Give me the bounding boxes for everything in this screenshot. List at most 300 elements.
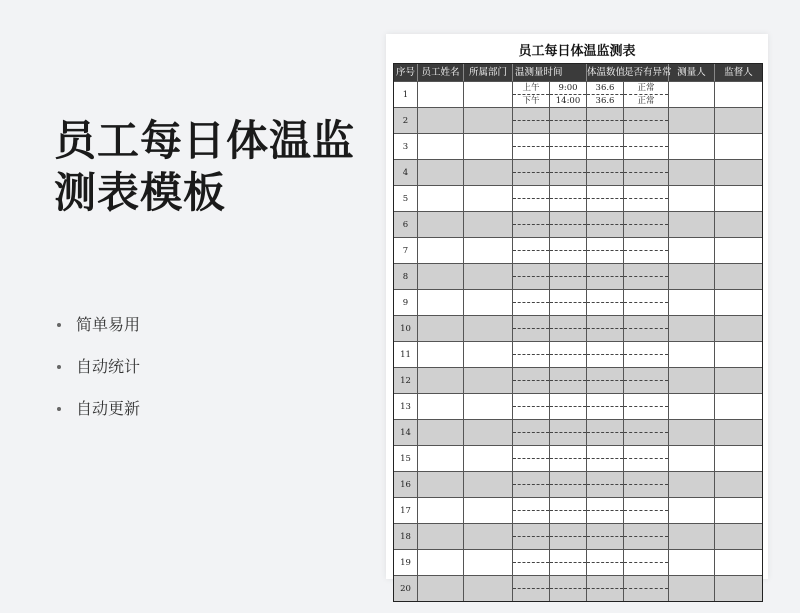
header-supervisor: 监督人 xyxy=(724,67,753,78)
time-period-cell-line xyxy=(513,433,549,445)
employee-name-cell[interactable] xyxy=(418,160,464,185)
header-measurer: 测量人 xyxy=(669,64,715,81)
temperature-cell[interactable] xyxy=(587,524,624,549)
time-period-cell-line xyxy=(513,420,549,433)
row-number: 13 xyxy=(394,394,418,419)
abnormal-cell[interactable] xyxy=(624,472,669,497)
time-cell-line xyxy=(550,394,586,407)
time-period-cell[interactable] xyxy=(513,446,550,471)
abnormal-cell-line xyxy=(624,303,668,315)
department-cell[interactable] xyxy=(464,212,513,237)
time-cell[interactable] xyxy=(550,186,587,211)
time-cell[interactable] xyxy=(550,264,587,289)
abnormal-cell[interactable] xyxy=(624,134,669,159)
abnormal-cell[interactable] xyxy=(624,264,669,289)
department-cell[interactable] xyxy=(464,186,513,211)
time-period-cell-line: 上午 xyxy=(513,82,549,95)
department-cell[interactable] xyxy=(464,368,513,393)
abnormal-cell-line xyxy=(624,342,668,355)
temperature-cell-line xyxy=(587,329,623,341)
time-period-cell-line xyxy=(513,563,549,575)
time-cell-line xyxy=(550,212,586,225)
time-cell[interactable] xyxy=(550,420,587,445)
time-period-cell-line xyxy=(513,329,549,341)
row-number: 1 xyxy=(394,82,418,107)
abnormal-cell-line xyxy=(624,368,668,381)
time-period-cell-line xyxy=(513,368,549,381)
time-cell-line xyxy=(550,576,586,589)
row-number: 6 xyxy=(394,212,418,237)
abnormal-cell-line xyxy=(624,290,668,303)
table-row xyxy=(394,367,762,393)
row-number: 7 xyxy=(394,238,418,263)
time-cell-line xyxy=(550,485,586,497)
table-row xyxy=(394,419,762,445)
time-cell[interactable] xyxy=(550,342,587,367)
temperature-cell-line xyxy=(587,589,623,601)
employee-name-cell[interactable] xyxy=(418,524,464,549)
time-cell-line xyxy=(550,316,586,329)
temperature-cell-line xyxy=(587,121,623,133)
abnormal-cell[interactable] xyxy=(624,368,669,393)
table-row xyxy=(394,341,762,367)
employee-name-cell[interactable] xyxy=(418,472,464,497)
measurer-cell[interactable] xyxy=(669,576,715,601)
abnormal-cell[interactable] xyxy=(624,316,669,341)
time-cell-line: 9:00 xyxy=(550,82,586,95)
time-cell[interactable] xyxy=(550,472,587,497)
supervisor-cell[interactable] xyxy=(715,186,762,211)
time-cell-line xyxy=(550,303,586,315)
time-period-cell-line xyxy=(513,264,549,277)
abnormal-cell-line xyxy=(624,524,668,537)
temperature-cell-line xyxy=(587,433,623,445)
supervisor-cell[interactable] xyxy=(715,576,762,601)
time-cell-line xyxy=(550,173,586,185)
time-period-cell[interactable] xyxy=(513,576,550,601)
header-temp: 体温数值 xyxy=(587,67,626,78)
abnormal-cell-line: 正常 xyxy=(637,95,655,106)
abnormal-cell-line xyxy=(624,550,668,563)
time-cell-line xyxy=(550,550,586,563)
time-period-cell[interactable] xyxy=(513,134,550,159)
time-cell-line xyxy=(550,511,586,523)
employee-name-cell[interactable] xyxy=(418,82,464,107)
time-cell[interactable] xyxy=(550,446,587,471)
abnormal-cell[interactable] xyxy=(624,290,669,315)
time-cell-line xyxy=(550,407,586,419)
header-seq: 序号 xyxy=(394,64,418,81)
time-cell-line xyxy=(550,524,586,537)
department-cell[interactable] xyxy=(464,498,513,523)
temperature-cell[interactable] xyxy=(587,264,624,289)
time-cell[interactable] xyxy=(550,550,587,575)
supervisor-cell[interactable] xyxy=(715,134,762,159)
row-number: 3 xyxy=(394,134,418,159)
abnormal-cell[interactable] xyxy=(624,238,669,263)
row-number: 10 xyxy=(394,316,418,341)
temperature-cell[interactable] xyxy=(587,498,624,523)
abnormal-cell-line xyxy=(624,446,668,459)
temperature-cell[interactable] xyxy=(587,576,624,601)
time-cell-line xyxy=(550,472,586,485)
row-number: 15 xyxy=(394,446,418,471)
time-cell-line xyxy=(550,342,586,355)
employee-name-cell[interactable] xyxy=(418,212,464,237)
measurer-cell[interactable] xyxy=(669,264,715,289)
time-period-cell[interactable] xyxy=(513,82,550,107)
department-cell[interactable] xyxy=(464,342,513,367)
department-cell[interactable] xyxy=(464,446,513,471)
table-row xyxy=(394,237,762,263)
time-period-cell-line xyxy=(513,524,549,537)
supervisor-cell[interactable] xyxy=(715,290,762,315)
time-period-cell-line xyxy=(513,160,549,173)
time-cell[interactable] xyxy=(550,108,587,133)
employee-name-cell[interactable] xyxy=(418,342,464,367)
abnormal-cell[interactable] xyxy=(624,342,669,367)
employee-name-cell[interactable] xyxy=(418,316,464,341)
time-period-cell-line xyxy=(513,277,549,289)
time-cell-line xyxy=(550,147,586,159)
supervisor-cell[interactable] xyxy=(715,238,762,263)
table-row xyxy=(394,393,762,419)
temperature-cell-line xyxy=(587,485,623,497)
employee-name-cell[interactable] xyxy=(418,550,464,575)
table-row xyxy=(394,263,762,289)
temperature-cell[interactable] xyxy=(587,394,624,419)
temperature-cell-line xyxy=(587,550,623,563)
time-period-cell[interactable] xyxy=(513,472,550,497)
supervisor-cell[interactable] xyxy=(715,316,762,341)
time-cell[interactable] xyxy=(550,160,587,185)
department-cell[interactable] xyxy=(464,472,513,497)
time-period-cell-line xyxy=(513,407,549,419)
time-period-cell[interactable] xyxy=(513,524,550,549)
department-cell[interactable] xyxy=(464,160,513,185)
bullet-icon xyxy=(57,323,61,327)
time-period-cell-line xyxy=(513,511,549,523)
table-row xyxy=(394,185,762,211)
time-cell[interactable] xyxy=(550,498,587,523)
temperature-cell[interactable] xyxy=(587,420,624,445)
time-period-cell-line xyxy=(513,576,549,589)
temperature-cell[interactable] xyxy=(587,212,624,237)
temperature-cell[interactable] xyxy=(587,238,624,263)
time-period-cell-line xyxy=(513,251,549,263)
temperature-cell[interactable] xyxy=(587,446,624,471)
row-number: 19 xyxy=(394,550,418,575)
abnormal-cell[interactable] xyxy=(624,186,669,211)
abnormal-cell-line xyxy=(624,121,668,133)
measurer-cell[interactable] xyxy=(669,160,715,185)
department-cell[interactable] xyxy=(464,420,513,445)
table-row xyxy=(394,81,762,107)
time-cell-line xyxy=(550,225,586,237)
table-row xyxy=(394,159,762,185)
employee-name-cell[interactable] xyxy=(418,290,464,315)
time-period-cell[interactable] xyxy=(513,108,550,133)
employee-name-cell[interactable] xyxy=(418,186,464,211)
row-number: 5 xyxy=(394,186,418,211)
abnormal-cell-line xyxy=(624,576,668,589)
time-cell[interactable] xyxy=(550,394,587,419)
abnormal-cell-line xyxy=(624,316,668,329)
measurer-cell[interactable] xyxy=(669,472,715,497)
abnormal-cell-line xyxy=(624,147,668,159)
time-cell-line xyxy=(550,368,586,381)
employee-name-cell[interactable] xyxy=(418,446,464,471)
department-cell[interactable] xyxy=(464,82,513,107)
employee-name-cell[interactable] xyxy=(418,264,464,289)
department-cell[interactable] xyxy=(464,394,513,419)
supervisor-cell[interactable] xyxy=(715,82,762,107)
time-period-cell-line xyxy=(513,537,549,549)
time-period-cell-line xyxy=(513,212,549,225)
temperature-cell-line xyxy=(587,420,623,433)
temperature-cell-line xyxy=(587,303,623,315)
temperature-cell-line xyxy=(587,290,623,303)
time-cell-line xyxy=(550,589,586,601)
department-cell[interactable] xyxy=(464,550,513,575)
temperature-cell[interactable] xyxy=(587,550,624,575)
temperature-cell[interactable] xyxy=(587,342,624,367)
temperature-cell[interactable] xyxy=(587,160,624,185)
measurer-cell[interactable] xyxy=(669,290,715,315)
supervisor-cell[interactable] xyxy=(715,472,762,497)
employee-name-cell[interactable] xyxy=(418,420,464,445)
row-number: 20 xyxy=(394,576,418,601)
time-cell-line xyxy=(550,121,586,133)
employee-name-cell[interactable] xyxy=(418,394,464,419)
measurer-cell[interactable] xyxy=(669,342,715,367)
time-cell-line xyxy=(550,251,586,263)
supervisor-cell[interactable] xyxy=(715,420,762,445)
time-period-cell[interactable] xyxy=(513,160,550,185)
abnormal-cell-line: 正常 xyxy=(624,82,668,95)
abnormal-cell[interactable] xyxy=(624,420,669,445)
abnormal-cell-line xyxy=(624,186,668,199)
time-cell[interactable] xyxy=(550,82,587,107)
time-cell[interactable] xyxy=(550,238,587,263)
time-period-cell[interactable] xyxy=(513,550,550,575)
abnormal-cell[interactable] xyxy=(624,394,669,419)
department-cell[interactable] xyxy=(464,576,513,601)
time-period-cell[interactable] xyxy=(513,394,550,419)
abnormal-cell[interactable] xyxy=(624,498,669,523)
measurer-cell[interactable] xyxy=(669,82,715,107)
temperature-cell-line xyxy=(587,511,623,523)
department-cell[interactable] xyxy=(464,134,513,159)
time-cell[interactable] xyxy=(550,316,587,341)
temperature-cell-line xyxy=(587,160,623,173)
supervisor-cell[interactable] xyxy=(715,342,762,367)
abnormal-cell[interactable] xyxy=(624,212,669,237)
abnormal-cell[interactable] xyxy=(624,160,669,185)
employee-name-cell[interactable] xyxy=(418,498,464,523)
supervisor-cell[interactable] xyxy=(715,446,762,471)
sheet-title: 员工每日体温监测表 xyxy=(518,44,636,59)
employee-name-cell[interactable] xyxy=(418,238,464,263)
temperature-cell[interactable] xyxy=(587,82,624,107)
department-cell[interactable] xyxy=(464,524,513,549)
supervisor-cell[interactable] xyxy=(715,160,762,185)
temperature-cell[interactable] xyxy=(587,108,624,133)
measurer-cell[interactable] xyxy=(669,316,715,341)
time-period-cell[interactable] xyxy=(513,342,550,367)
temperature-cell-line xyxy=(587,355,623,367)
employee-name-cell[interactable] xyxy=(418,134,464,159)
row-number: 16 xyxy=(394,472,418,497)
time-period-cell[interactable] xyxy=(513,368,550,393)
measurer-cell[interactable] xyxy=(669,238,715,263)
time-period-cell-line xyxy=(513,303,549,315)
measurer-cell[interactable] xyxy=(669,420,715,445)
time-cell-line xyxy=(550,498,586,511)
temperature-cell[interactable] xyxy=(587,316,624,341)
row-number: 14 xyxy=(394,420,418,445)
temperature-cell-line xyxy=(587,446,623,459)
supervisor-cell[interactable] xyxy=(715,498,762,523)
supervisor-cell[interactable] xyxy=(715,394,762,419)
abnormal-cell-line xyxy=(624,433,668,445)
measurer-cell[interactable] xyxy=(669,368,715,393)
supervisor-cell[interactable] xyxy=(715,368,762,393)
measurer-cell[interactable] xyxy=(669,394,715,419)
time-cell[interactable] xyxy=(550,290,587,315)
time-period-cell-line xyxy=(513,550,549,563)
supervisor-cell[interactable] xyxy=(715,524,762,549)
temperature-table xyxy=(393,63,763,602)
supervisor-cell[interactable] xyxy=(715,550,762,575)
temperature-cell-line xyxy=(587,238,623,251)
abnormal-cell[interactable] xyxy=(624,576,669,601)
page-title xyxy=(54,115,374,219)
abnormal-cell-line xyxy=(624,407,668,419)
time-period-cell-line xyxy=(513,485,549,497)
time-cell[interactable] xyxy=(550,212,587,237)
time-period-cell-line xyxy=(513,355,549,367)
measurer-cell[interactable] xyxy=(669,524,715,549)
time-period-cell-line xyxy=(513,498,549,511)
abnormal-cell-line xyxy=(624,108,668,121)
department-cell[interactable] xyxy=(464,316,513,341)
temperature-cell-line xyxy=(587,277,623,289)
time-cell-line xyxy=(550,355,586,367)
time-period-cell[interactable] xyxy=(513,420,550,445)
temperature-cell-line xyxy=(587,316,623,329)
time-cell[interactable] xyxy=(550,524,587,549)
time-period-cell[interactable] xyxy=(513,238,550,263)
time-period-cell-line xyxy=(513,342,549,355)
abnormal-cell[interactable] xyxy=(624,524,669,549)
time-period-cell-line xyxy=(513,446,549,459)
department-cell[interactable] xyxy=(464,108,513,133)
temperature-cell-line xyxy=(587,459,623,471)
time-period-cell[interactable] xyxy=(513,186,550,211)
table-header xyxy=(394,64,762,81)
temperature-cell-line xyxy=(587,563,623,575)
abnormal-cell-line xyxy=(624,160,668,173)
table-row xyxy=(394,315,762,341)
time-period-cell-line xyxy=(513,225,549,237)
employee-name-cell[interactable] xyxy=(418,108,464,133)
temperature-cell-line xyxy=(587,342,623,355)
time-period-cell-line xyxy=(513,459,549,471)
abnormal-cell[interactable] xyxy=(624,550,669,575)
time-period-cell[interactable] xyxy=(513,498,550,523)
department-cell[interactable] xyxy=(464,238,513,263)
department-cell[interactable] xyxy=(464,264,513,289)
temperature-cell-line xyxy=(587,199,623,211)
abnormal-cell-line xyxy=(624,225,668,237)
employee-name-cell[interactable] xyxy=(418,368,464,393)
abnormal-cell-line xyxy=(624,329,668,341)
time-period-cell[interactable] xyxy=(513,290,550,315)
abnormal-cell[interactable] xyxy=(624,108,669,133)
time-cell-line xyxy=(550,459,586,471)
time-cell-line xyxy=(550,108,586,121)
temperature-cell-line xyxy=(587,524,623,537)
time-period-cell-line xyxy=(513,134,549,147)
temperature-cell-line xyxy=(587,251,623,263)
employee-name-cell[interactable] xyxy=(418,576,464,601)
measurer-cell[interactable] xyxy=(669,212,715,237)
department-cell[interactable] xyxy=(464,290,513,315)
abnormal-cell[interactable] xyxy=(624,446,669,471)
time-period-cell-line xyxy=(513,186,549,199)
temperature-cell[interactable] xyxy=(587,134,624,159)
measurer-cell[interactable] xyxy=(669,108,715,133)
abnormal-cell-line xyxy=(624,420,668,433)
time-cell[interactable] xyxy=(550,134,587,159)
temperature-cell[interactable] xyxy=(587,290,624,315)
row-number: 11 xyxy=(394,342,418,367)
time-cell[interactable] xyxy=(550,368,587,393)
time-period-cell-line xyxy=(513,199,549,211)
row-number: 12 xyxy=(394,368,418,393)
row-number: 17 xyxy=(394,498,418,523)
header-abnormal: 是否有异常 xyxy=(624,64,669,81)
measurer-cell[interactable] xyxy=(669,186,715,211)
supervisor-cell[interactable] xyxy=(715,108,762,133)
abnormal-cell[interactable] xyxy=(624,82,669,107)
time-period-cell-line xyxy=(513,121,549,133)
measurer-cell[interactable] xyxy=(669,498,715,523)
table-row xyxy=(394,497,762,523)
abnormal-cell-line xyxy=(624,251,668,263)
supervisor-cell[interactable] xyxy=(715,264,762,289)
measurer-cell[interactable] xyxy=(669,550,715,575)
temperature-cell-line xyxy=(587,134,623,147)
temperature-cell[interactable] xyxy=(587,472,624,497)
measurer-cell[interactable] xyxy=(669,446,715,471)
time-period-cell[interactable] xyxy=(513,316,550,341)
row-number: 18 xyxy=(394,524,418,549)
time-period-cell[interactable] xyxy=(513,264,550,289)
time-period-cell[interactable] xyxy=(513,212,550,237)
time-cell[interactable] xyxy=(550,576,587,601)
temperature-cell[interactable] xyxy=(587,368,624,393)
measurer-cell[interactable] xyxy=(669,134,715,159)
bullet-icon xyxy=(57,407,61,411)
time-cell-line xyxy=(550,563,586,575)
supervisor-cell[interactable] xyxy=(715,212,762,237)
table-row xyxy=(394,107,762,133)
table-row xyxy=(394,549,762,575)
temperature-cell[interactable] xyxy=(587,186,624,211)
abnormal-cell-line xyxy=(624,589,668,601)
